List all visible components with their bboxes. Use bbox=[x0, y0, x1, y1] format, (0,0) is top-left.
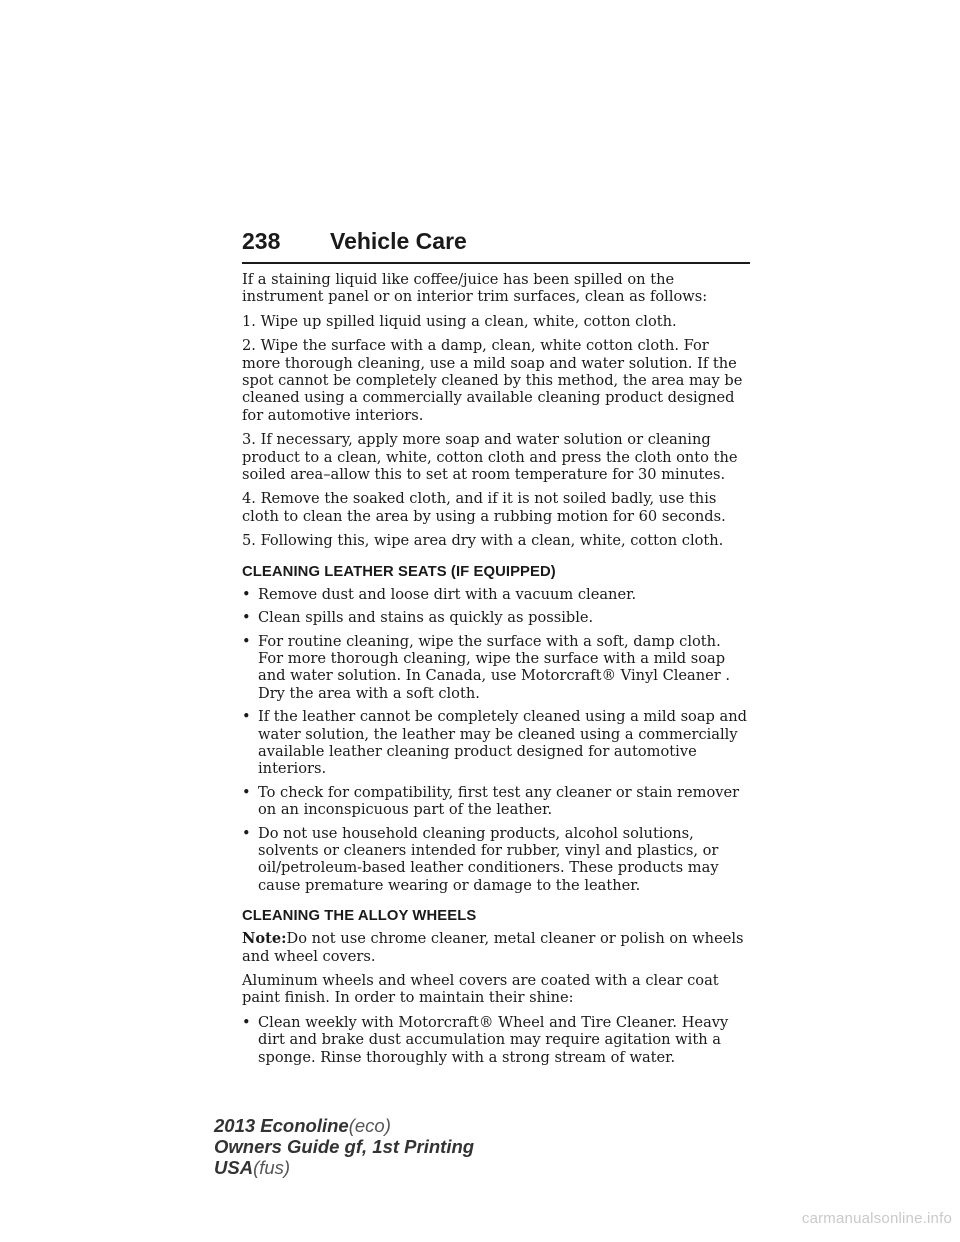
wheels-bullet bbox=[242, 1014, 750, 1066]
section-title: Vehicle Care bbox=[330, 228, 467, 254]
bullet-text: Do not use household cleaning products, alcohol solutions, solvents or cleaners intended for rubber, vinyl and plastics, or oil/petroleum-based leather conditioners. These products may cause premature wearing or damage to the leather. bbox=[258, 824, 719, 894]
bullet-text: If the leather cannot be completely cleaned using a mild soap and water solution, the leather may be cleaned using a commercially available leather cleaning product designed for automotive interiors. bbox=[258, 708, 747, 778]
site-watermark: carmanualsonline.info bbox=[801, 1210, 952, 1227]
leather-bullet bbox=[242, 586, 750, 603]
note-label: Note: bbox=[242, 930, 287, 948]
bullet-marker: • bbox=[242, 1013, 251, 1031]
footer-model-code: (eco) bbox=[348, 1115, 391, 1136]
bullet-marker: • bbox=[242, 609, 251, 627]
footer-guide-line bbox=[214, 1136, 474, 1157]
leather-bullet bbox=[242, 633, 750, 703]
leather-bullet bbox=[242, 609, 750, 626]
step-5: 5. Following this, wipe area dry with a clean, white, cotton cloth. bbox=[242, 532, 724, 550]
bullet-text: Clean weekly with Motorcraft® Wheel and Tire Cleaner. Heavy dirt and brake dust accumulation may require agitation with a sponge. Rinse thoroughly with a strong stream of water. bbox=[258, 1013, 729, 1066]
leather-bullet-list bbox=[242, 586, 750, 895]
page-header bbox=[242, 228, 750, 264]
bullet-marker: • bbox=[242, 585, 251, 603]
bullet-marker: • bbox=[242, 824, 251, 842]
document-footer bbox=[214, 1115, 474, 1178]
step-4: 4. Remove the soaked cloth, and if it is not soiled badly, use this cloth to clean the area by using a rubbing motion for 60 seconds. bbox=[242, 490, 726, 525]
footer-region-code: (fus) bbox=[253, 1157, 291, 1178]
footer-model: 2013 Econoline bbox=[214, 1115, 349, 1136]
page-content bbox=[242, 271, 750, 1072]
bullet-marker: • bbox=[242, 783, 251, 801]
bullet-text: Remove dust and loose dirt with a vacuum cleaner. bbox=[258, 585, 637, 603]
leather-bullet bbox=[242, 825, 750, 895]
leather-bullet bbox=[242, 708, 750, 778]
bullet-text: To check for compatibility, first test any cleaner or stain remover on an inconspicuous part of the leather. bbox=[258, 783, 740, 819]
step-1: 1. Wipe up spilled liquid using a clean, white, cotton cloth. bbox=[242, 312, 677, 330]
step-3: 3. If necessary, apply more soap and water solution or cleaning product to a clean, white, cotton cloth and press the cloth onto the soiled area–allow this to set at room temperature for 30 minutes. bbox=[242, 431, 738, 484]
footer-model-line bbox=[214, 1115, 474, 1136]
intro-paragraph: If a staining liquid like coffee/juice has been spilled on the instrument panel or on interior trim surfaces, clean as follows: bbox=[242, 271, 708, 306]
footer-region: USA bbox=[214, 1157, 254, 1178]
bullet-text: For routine cleaning, wipe the surface with a soft, damp cloth. For more thorough cleaning, wipe the surface with a mild soap and water solution. In Canada, use Motorcraft® Vinyl Cleaner . Dry the area with a soft cloth. bbox=[258, 632, 731, 702]
wheels-intro: Aluminum wheels and wheel covers are coated with a clear coat paint finish. In order to maintain their shine: bbox=[242, 972, 719, 1007]
bullet-marker: • bbox=[242, 632, 251, 650]
leather-heading: CLEANING LEATHER SEATS (IF EQUIPPED) bbox=[242, 563, 556, 580]
step-2: 2. Wipe the surface with a damp, clean, white cotton cloth. For more thorough cleaning, use a mild soap and water solution. If the spot cannot be completely cleaned by this method, the area may be cleaned using a commercially available cleaning product designed for automotive interiors. bbox=[242, 337, 743, 424]
bullet-text: Clean spills and stains as quickly as possible. bbox=[258, 609, 594, 627]
wheels-note bbox=[242, 930, 750, 965]
bullet-marker: • bbox=[242, 708, 251, 726]
leather-bullet bbox=[242, 784, 750, 819]
footer-guide: Owners Guide gf, 1st Printing bbox=[214, 1136, 475, 1157]
footer-region-line bbox=[214, 1157, 474, 1178]
page-number: 238 bbox=[242, 228, 281, 254]
wheels-heading: CLEANING THE ALLOY WHEELS bbox=[242, 908, 477, 925]
note-text: Do not use chrome cleaner, metal cleaner or polish on wheels and wheel covers. bbox=[242, 930, 744, 965]
wheels-bullet-list bbox=[242, 1014, 750, 1066]
